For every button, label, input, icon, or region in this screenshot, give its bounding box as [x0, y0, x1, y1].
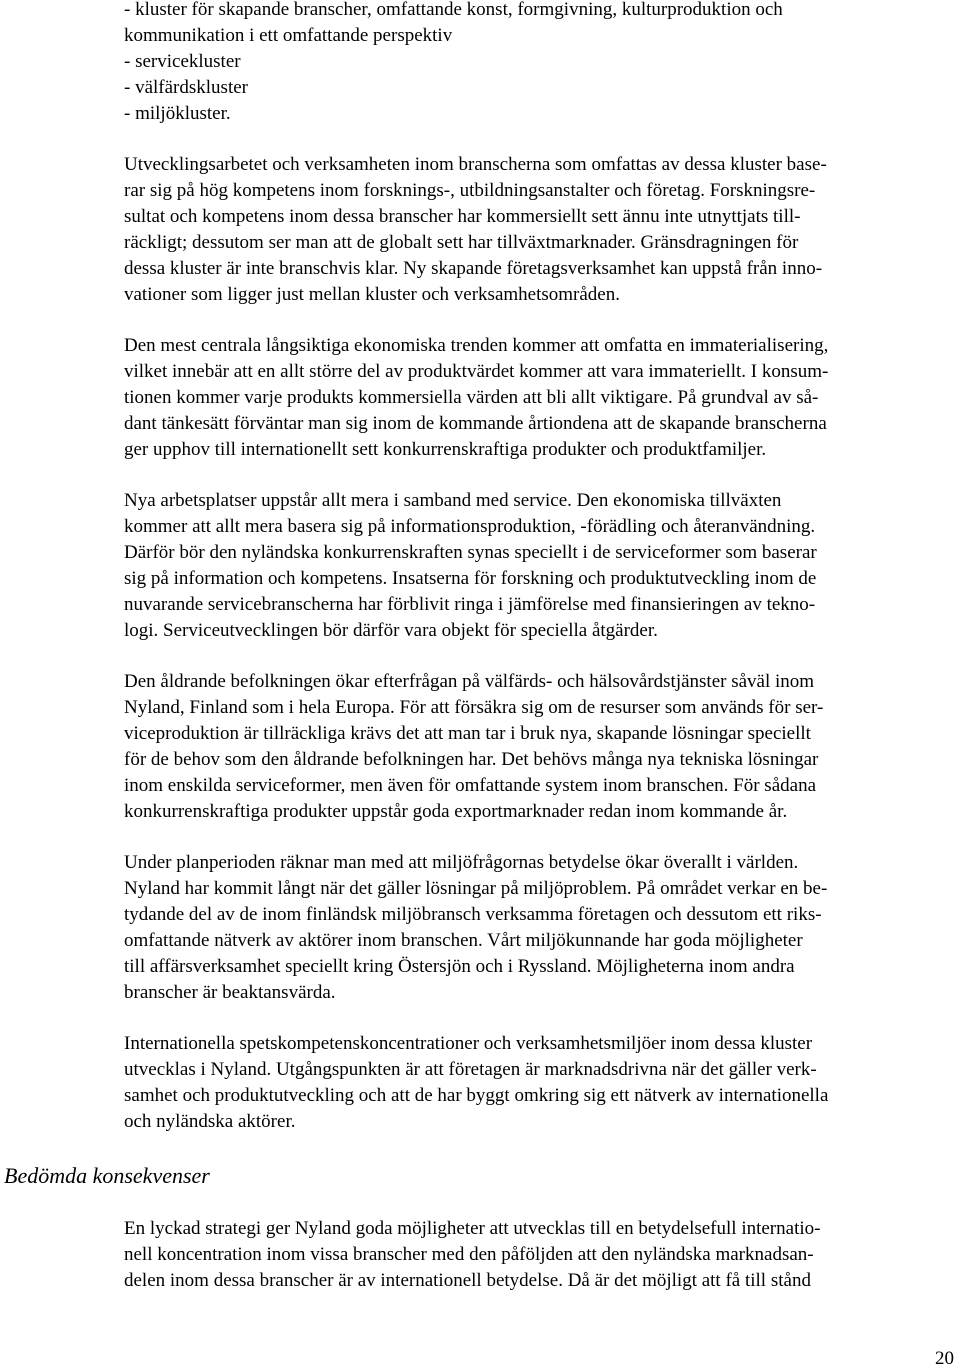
- paragraph-line: samhet och produktutveckling och att de har byggt omkring sig ett nätverk av internationella: [124, 1085, 829, 1106]
- paragraph-line: vationer som ligger just mellan kluster och verksamhetsområden.: [124, 284, 620, 305]
- paragraph-line: sig på information och kompetens. Insatserna för forskning och produktutveckling inom de: [124, 568, 817, 589]
- cluster-list-item: kommunikation i ett omfattande perspektiv: [124, 25, 453, 46]
- paragraph-line: Därför bör den nyländska konkurrenskraften synas speciellt i de serviceformer som baserar: [124, 542, 817, 563]
- section-heading: Bedömda konsekvenser: [4, 1163, 210, 1188]
- paragraph-line: konkurrenskraftiga produkter uppstår goda exportmarknader redan inom kommande år.: [124, 801, 788, 822]
- paragraph-line: logi. Serviceutvecklingen bör därför vara objekt för speciella åtgärder.: [124, 620, 658, 641]
- paragraph-line: viceproduktion är tillräckliga krävs det att man tar i bruk nya, skapande lösningar speciellt: [124, 723, 811, 744]
- paragraph-line: tionen kommer varje produkts kommersiella värden att bli allt viktigare. På grundval av så-: [124, 387, 819, 408]
- paragraph-line: för de behov som den åldrande befolkningen har. Det behövs många nya tekniska lösningar: [124, 749, 819, 770]
- paragraph-line: inom enskilda serviceformer, men även för omfattande system inom branschen. För sådana: [124, 775, 816, 796]
- paragraph-line: Nyland, Finland som i hela Europa. För att försäkra sig om de resurser som används för ser-: [124, 697, 824, 718]
- paragraph-line: utvecklas i Nyland. Utgångspunkten är att företagen är marknadsdrivna när det gäller verk-: [124, 1059, 817, 1080]
- paragraph-line: delen inom dessa branscher är av internationell betydelse. Då är det möjligt att få till stånd: [124, 1270, 811, 1291]
- cluster-list-item: - välfärdskluster: [124, 77, 248, 98]
- paragraph-line: branscher är beaktansvärda.: [124, 982, 336, 1003]
- paragraph-line: Under planperioden räknar man med att miljöfrågornas betydelse ökar överallt i världen.: [124, 852, 799, 873]
- paragraph-line: vilket innebär att en allt större del av produktvärdet kommer att vara immateriellt. I konsum-: [124, 361, 829, 382]
- paragraph-line: nell koncentration inom vissa branscher med den påföljden att den nyländska marknadsan-: [124, 1244, 814, 1265]
- page-number: 20: [935, 1348, 954, 1369]
- paragraph-line: sultat och kompetens inom dessa branscher har kommersiellt sett ännu inte utnyttjats till-: [124, 206, 801, 227]
- cluster-list-item: - servicekluster: [124, 51, 241, 72]
- paragraph-line: En lyckad strategi ger Nyland goda möjligheter att utvecklas till en betydelsefull internatio-: [124, 1218, 821, 1239]
- cluster-list-item: - miljökluster.: [124, 103, 231, 124]
- paragraph-line: och nyländska aktörer.: [124, 1111, 296, 1132]
- paragraph-line: räckligt; dessutom ser man att de globalt sett har tillväxtmarknader. Gränsdragningen för: [124, 232, 799, 253]
- paragraph-line: rar sig på hög kompetens inom forsknings-, utbildningsanstalter och företag. Forskningsre-: [124, 180, 816, 201]
- cluster-list-item: - kluster för skapande branscher, omfattande konst, formgivning, kulturproduktion och: [124, 0, 783, 20]
- paragraph-line: till affärsverksamhet speciellt kring Östersjön och i Ryssland. Möjligheterna inom andra: [124, 956, 795, 977]
- paragraph-line: ger upphov till internationellt sett konkurrenskraftiga produkter och produktfamiljer.: [124, 439, 767, 460]
- paragraph-line: Utvecklingsarbetet och verksamheten inom branscherna som omfattas av dessa kluster base-: [124, 154, 827, 175]
- paragraph-line: nuvarande servicebranscherna har förblivit ringa i jämförelse med finansieringen av tekno-: [124, 594, 816, 615]
- paragraph-line: Den åldrande befolkningen ökar efterfrågan på välfärds- och hälsovårdstjänster såväl inom: [124, 671, 815, 692]
- paragraph-line: kommer att allt mera basera sig på informationsproduktion, -förädling och återanvändning.: [124, 516, 816, 537]
- paragraph-line: Den mest centrala långsiktiga ekonomiska trenden kommer att omfatta en immaterialisering,: [124, 335, 829, 356]
- paragraph-line: dessa kluster är inte branschvis klar. Ny skapande företagsverksamhet kan uppstå från inno-: [124, 258, 823, 279]
- paragraph-line: tydande del av de inom finländsk miljöbransch verksamma företagen och dessutom ett riks-: [124, 904, 822, 925]
- paragraph-line: Internationella spetskompetenskoncentrationer och verksamhetsmiljöer inom dessa kluster: [124, 1033, 813, 1054]
- paragraph-line: omfattande nätverk av aktörer inom branschen. Vårt miljökunnande har goda möjligheter: [124, 930, 803, 951]
- paragraph-line: Nyland har kommit långt när det gäller lösningar på miljöproblem. På området verkar en be-: [124, 878, 828, 899]
- paragraph-line: Nya arbetsplatser uppstår allt mera i samband med service. Den ekonomiska tillväxten: [124, 490, 782, 511]
- paragraph-line: dant tänkesätt förväntar man sig inom de kommande årtiondena att de skapande branscherna: [124, 413, 827, 434]
